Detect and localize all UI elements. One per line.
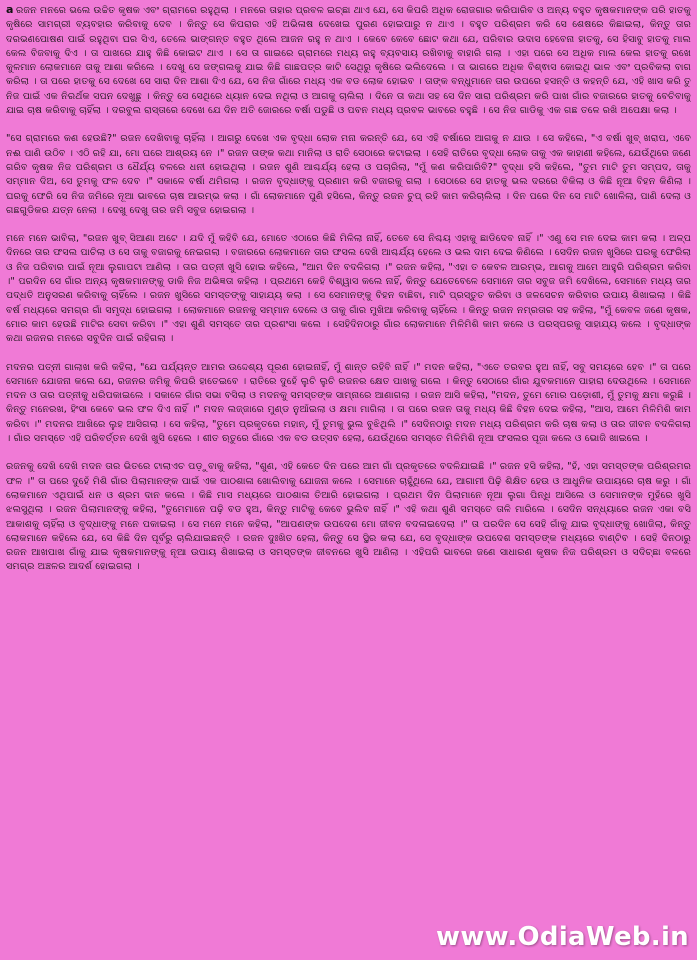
site-watermark: www.OdiaWeb.in: [436, 922, 689, 952]
story-paragraph: ରଜନ ମନରେ ଭଲେ ଉଚ୍ଚିତ କୃଷକ ଏବଂ ଗ୍ରାମରେ ରହୁଥିଲା । ମନରେ ତାହାର ପ୍ରବଳ ଇଚ୍ଛା ଥାଏ ଯେ, ସେ କିପରି ଅଧିକ ରୋଜଗାର କରିପାରିବ ଓ ଅନ୍ୟ ବହୁତ କୃଷକମାନଙ୍କ ପରି ହାତକୁ କୃଷିରେ ସାମଗ୍ରୀ ବ୍ୟବହାର କରିବାକୁ ଦେବ । କିନ୍ତୁ ସେ କିପରାର ଏହି ଅଭିଳାଷ ଦେଖେଇ ପୁରଣ ହୋଇପାରୁ ନ ଥାଏ । ବହୁତ ପରିଶ୍ରମ କରି ସେ ଶେଷରେ କିଛାଇଲା, କିନ୍ତୁ ତାର ଦରଭଣପୋଷଣ ପାଇଁ ରହୁଥିବା ଘର ସିଏ, ତେଲେ ଭାଙ୍ଗନ୍ତ ବହୁତ ଥିଲେ ଆଜନ ରହୁ ନ ଥାଏ । କେବେ କେବେ ଛୋଟ କଥା ଯେ, ପରିବାର ଉଦାସ ହେବେନା ହାତକୁ, ସେ ହିସାବୁ ହାତକୁ ମାଲ କେଲ ବିଜବାକୁ ଦିଏ । ତା ପାଖରେ ଯାହୁ କିଛି କୋଇଟ ଥାଏ । ସେ ତା ଗାଇରେ ଗ୍ରାମରେ ମଧ୍ୟ ରହୁ ବ୍ୟବସାୟ ରଖିବାକୁ ବାହାରି ଗଲା । ଏହା ପରେ ସେ ଅଧିକ ମାଲ କେଲ ହାତକୁ ରଖେ କୁଳମାନ ଲୋକମାନେ ତାକୁ ଆଶା କରିଲେ । ଦେଖୁ ସେ ଜଙ୍ଗଲକୁ ଯାଇ କିଛି ଗାଛପତ୍ର କାଟି ସେଥିରୁ କୃଷିରେ ଭଲିଦେଲେ । ତା ଭାଗରେ ଅଧିକ ବିଶ୍ଵାସ କୋଇଥି ଭାଳ ଏବଂ ପ୍ରବିକଲା ବାଗ କରିଲା । ତା ପରେ ହାତକୁ ସେ ଦେଖେ ସେ ସାରା ଦିନ ଆଶା ଦିଏ ଯେ, ସେ ନିଜ ଗାଁରେ ମଧ୍ୟ ଏକ ବଡ ଲୋକ ହୋଇବ । ତାଙ୍କ ବନ୍ଧୁମାନେ ତାର ଉପରେ ହସନ୍ତି ଓ କହନ୍ତି ଯେ, ଏହି ଖାସ କରି ତୁ ନିଜ ପାଇଁ ଏକ ନିରର୍ଥକ ସପନ ଦେଖୁଛୁ । କିନ୍ତୁ ସେ ସେଥିରେ ଧ୍ୟାନ ଦେଇ ନଥିଲା ଓ ଆଗକୁ ଚାଲିଲା । ଦିନେ ତା କଥା ସହ ସେ ଦିନ ସାରା ପରିଶ୍ରମ କରି ପାଖ ଗାଁର ବଜାରରେ ହାତକୁ ବେଚିବାକୁ ଯାଇ ଚାଷ କରିବାକୁ ଚାହିଁଲା । ଦରବୁଲ ରାସ୍ତାରେ ଦେଖେ ଯେ ଦିନ ଅତି ଜୋରରେ ବର୍ଷା ପଡୁଛି ଓ ପବନ ମଧ୍ୟ ପ୍ରବଳ ଭାବରେ ବହୁଛି । ସେ ନିଜ ଗାଡିକୁ ଏକ ଗଛ ତଳେ ରଖି ଅପେକ୍ଷା କଲା ।: [6, 5, 691, 117]
page-marker: a: [6, 4, 14, 16]
story-body: [6, 4, 691, 575]
story-paragraph: ମନେ ମନେ ଭାବିଲା, "ରଜନ ଖୁବ୍ ସିଆଣା ଅଟେ । ଯଦି ମୁଁ କହିବି ଯେ, ମୋତେ ଏଠାରେ କିଛି ମିଳିଲା ନାହିଁ, ତେବେ ସେ ନିଶ୍ଚୟ ଏହାକୁ ଛାଡିଦେବ ନାହିଁ ।" ଏଣୁ ସେ ମନ ଦେଇ କାମ କଲା । ଅଳ୍ପ ଦିନରେ ତାର ଫସଲ ପାଚିଲା ଓ ସେ ତାକୁ ବଜାରକୁ ନେଇଗଲା । ବଜାରରେ ଲୋକମାନେ ତାର ଫସଲ ଦେଖି ଆଶ୍ଚର୍ଯ୍ୟ ହେଲେ ଓ ଭଲ ଦାମ ଦେଇ କିଣିଲେ । ସେଦିନ ରଜନ ଖୁସିରେ ଘରକୁ ଫେରିଲା ଓ ନିଜ ପରିବାର ପାଇଁ ନୂଆ ଲୁଗାପଟା ଆଣିଲା । ତାର ପତ୍ନୀ ଖୁସି ହୋଇ କହିଲେ, "ଆମ ଦିନ ବଦଳିଗଲା ।" ରଜନ କହିଲା, "ଏହା ତ କେବଳ ଆରମ୍ଭ, ଆଗକୁ ଆମେ ଆହୁରି ପରିଶ୍ରମ କରିବା ।" ପରଦିନ ସେ ଗାଁର ଅନ୍ୟ କୃଷକମାନଙ୍କୁ ଡାକି ନିଜ ଅଭିଜ୍ଞତା କହିଲା । ପ୍ରଥମେ କେହି ବିଶ୍ୱାସ କଲେ ନାହିଁ, କିନ୍ତୁ ଯେତେବେଳେ ସେମାନେ ତାର ସବୁଜ ଜମି ଦେଖିଲେ, ସେମାନେ ମଧ୍ୟ ତାର ପଦ୍ଧତି ଅନୁସରଣ କରିବାକୁ ଚାହିଁଲେ । ରଜନ ଖୁସିରେ ସମସ୍ତଙ୍କୁ ସାହାଯ୍ୟ କଲା । ସେ ସେମାନଙ୍କୁ ବିହନ ବାଛିବା, ମାଟି ପ୍ରସ୍ତୁତ କରିବା ଓ ଜଳସେଚନ କରିବାର ଉପାୟ ଶିଖାଇଲା । କିଛି ବର୍ଷ ମଧ୍ୟରେ ସମଗ୍ର ଗାଁ ସମୃଦ୍ଧ ହୋଇଗଲା । ଲୋକମାନେ ରଜନକୁ ସମ୍ମାନ ଦେଲେ ଓ ତାକୁ ଗାଁର ମୁଖିଆ କରିବାକୁ ଚାହିଁଲେ । କିନ୍ତୁ ରଜନ ନମ୍ରତାର ସହ କହିଲା, "ମୁଁ କେବଳ ଜଣେ କୃଷକ, ମୋର କାମ ହେଉଛି ମାଟିର ସେବା କରିବା ।" ଏହା ଶୁଣି ସମସ୍ତେ ତାର ପ୍ରଶଂସା କଲେ । ସେହିଦିନଠାରୁ ଗାଁର ଲୋକମାନେ ମିଳିମିଶି କାମ କଲେ ଓ ପରସ୍ପରକୁ ସାହାଯ୍ୟ କଲେ । ବୃଦ୍ଧାଙ୍କ କଥା ରଜନର ମନରେ ସବୁଦିନ ପାଇଁ ରହିଗଲା ।: [6, 233, 691, 345]
story-paragraph: ମଦନର ପତ୍ନୀ ଗାଲାଖ କରି କହିଲା, "ଯେ ପର୍ଯ୍ୟନ୍ତ ଆମର ଉଦ୍ଦେଶ୍ୟ ପୂରଣ ହୋଇନାହିଁ, ମୁଁ ଶାନ୍ତ ରହିବି ନାହିଁ ।" ମଦନ କହିଲା, "ଏତେ ତରବର ହୁଅ ନାହିଁ, ସବୁ ସମୟରେ ହେବ ।" ତା ପରେ ସେମାନେ ଯୋଜନା କଲେ ଯେ, ରଜନର ଜମିକୁ କିପରି ହାତେଇବେ । ରାତିରେ ଦୁହେଁ ଲୁଚି ଲୁଚି ରଜନର କ୍ଷେତ ପାଖକୁ ଗଲେ । କିନ୍ତୁ ସେଠାରେ ଗାଁର ଯୁବକମାନେ ପାହାରା ଦେଉଥିଲେ । ସେମାନେ ମଦନ ଓ ତାର ପତ୍ନୀକୁ ଧରିପକାଇଲେ । ସକାଳେ ଗାଁର ସଭା ବସିଲା ଓ ମଦନକୁ ସମସ୍ତଙ୍କ ସାମ୍ନାରେ ଆଣାଗଲା । ରଜନ ଆସି କହିଲା, "ମଦନ, ତୁମେ ମୋର ପଡ଼ୋଶୀ, ମୁଁ ତୁମକୁ କ୍ଷମା କରୁଛି । କିନ୍ତୁ ମନେରଖ, ହିଂସା କେବେ ଭଲ ଫଳ ଦିଏ ନାହିଁ ।" ମଦନ ଲଜ୍ଜାରେ ମୁଣ୍ଡ ନୁଆଁଇଲା ଓ କ୍ଷମା ମାଗିଲା । ତା ପରେ ରଜନ ତାକୁ ମଧ୍ୟ କିଛି ବିହନ ଦେଇ କହିଲା, "ଆସ, ଆମେ ମିଳିମିଶି କାମ କରିବା ।" ମଦନର ଆଖିରେ ଲୁହ ଆସିଗଲା । ସେ କହିଲା, "ତୁମେ ପ୍ରକୃତରେ ମହାନ୍, ମୁଁ ତୁମକୁ ଭୁଲ ବୁଝିଥିଲି ।" ସେଦିନଠାରୁ ମଦନ ମଧ୍ୟ ପରିଶ୍ରମ କରି ଚାଷ କଲା ଓ ତାର ଜୀବନ ବଦଳିଗଲା । ଗାଁର ସମସ୍ତେ ଏହି ପରିବର୍ତ୍ତନ ଦେଖି ଖୁସି ହେଲେ । ଶୀତ ଋତୁରେ ଗାଁରେ ଏକ ବଡ ଉତ୍ସବ ହେଲା, ଯେଉଁଥିରେ ସମସ୍ତେ ମିଳିମିଶି ନୂଆ ଫସଲର ପୂଜା କଲେ ଓ ଭୋଜି ଖାଇଲେ ।: [6, 361, 691, 445]
story-paragraph: "ସେ ଗ୍ରାମରେ କଣ ହେଉଛି?" ରଜନ ଦେଖିବାକୁ ଚାହିଁଲା । ଆଗରୁ ଦେଖେ ଏକ ବୃଦ୍ଧା ଲୋକ ମନା କରନ୍ତି ଯେ, ସେ ଏହି ବର୍ଷାରେ ଆଗକୁ ନ ଯାଉ । ସେ କହିଲେ, "ଏ ବର୍ଷା ଖୁବ୍ ଖରାପ, ଏବେ ନଈ ପାଣି ଉଠିବ । ଏଠି ରହି ଯା, ମୋ ଘରେ ଆଶ୍ରୟ ନେ ।" ରଜନ ତାଙ୍କ କଥା ମାନିଲା ଓ ରାତି ସେଠାରେ କଟାଇଲା । ସେହି ରାତିରେ ବୃଦ୍ଧା ଲୋକ ତାକୁ ଏକ କାହାଣୀ କହିଲେ, ଯେଉଁଥିରେ ଜଣେ ଗରିବ କୃଷକ ନିଜ ପରିଶ୍ରମ ଓ ଧୈର୍ଯ୍ୟ ବଳରେ ଧନୀ ହୋଇଥିଲା । ରଜନ ଶୁଣି ଆଶ୍ଚର୍ଯ୍ୟ ହେଲା ଓ ପଚାରିଲା, "ମୁଁ କଣ କରିପାରିବି?" ବୃଦ୍ଧା ହସି କହିଲେ, "ତୁମ ମାଟି ତୁମ ସମ୍ପଦ, ତାକୁ ସମ୍ମାନ ଦିଅ, ସେ ତୁମକୁ ଫଳ ଦେବ ।" ସକାଳେ ବର୍ଷା ଥମିଗଲା । ରଜନ ବୃଦ୍ଧାଙ୍କୁ ପ୍ରଣାମ କରି ବଜାରକୁ ଗଲା । ସେଠାରେ ସେ ହାତକୁ ଭଲ ଦରରେ ବିକିଲା ଓ କିଛି ନୂଆ ବିହନ କିଣିଲା । ଘରକୁ ଫେରି ସେ ନିଜ ଜମିରେ ନୂଆ ଭାବରେ ଚାଷ ଆରମ୍ଭ କଲା । ଗାଁ ଲୋକମାନେ ପୁଣି ହସିଲେ, କିନ୍ତୁ ରଜନ ଚୁପ୍ ରହି କାମ କରିଚାଲିଲା । ଦିନ ପରେ ଦିନ ସେ ମାଟି ଖୋଳିଲା, ପାଣି ଦେଲା ଓ ଗଛଗୁଡିକର ଯତ୍ନ ନେଲା । ଦେଖୁ ଦେଖୁ ତାର ଜମି ସବୁଜ ହୋଇଗଲା ।: [6, 133, 691, 216]
story-paragraph: ରଜନକୁ ଦେଖି ଦେଖି ମଦନ ତାର ଭିତରେ ଟାଲାଏଚ ପଡ଼ୁବାକୁ କହିଲା, "ଶୁଣ, ଏହି କେତେ ଦିନ ପରେ ଆମ ଗାଁ ପ୍ରକୃତରେ ବଦଳିଯାଇଛି ।" ରଜନ ହସି କହିଲା, "ହଁ, ଏହା ସମସ୍ତଙ୍କ ପରିଶ୍ରମର ଫଳ ।" ତା ପରେ ଦୁହେଁ ମିଶି ଗାଁର ପିଲାମାନଙ୍କ ପାଇଁ ଏକ ପାଠଶାଳା ଖୋଲିବାକୁ ଯୋଜନା କଲେ । ସେମାନେ ଚାହୁଁଥିଲେ ଯେ, ଆଗାମୀ ପିଢ଼ି ଶିକ୍ଷିତ ହେଉ ଓ ଆଧୁନିକ ଉପାୟରେ ଚାଷ କରୁ । ଗାଁ ଲୋକମାନେ ଏଥିପାଇଁ ଧନ ଓ ଶ୍ରମ ଦାନ କଲେ । କିଛି ମାସ ମଧ୍ୟରେ ପାଠଶାଳା ତିଆରି ହୋଇଗଲା । ପ୍ରଥମ ଦିନ ପିଲାମାନେ ନୂଆ ଲୁଗା ପିନ୍ଧି ଆସିଲେ ଓ ସେମାନଙ୍କ ମୁହଁରେ ଖୁସି ଝଲସୁଥିଲା । ରଜନ ପିଲାମାନଙ୍କୁ କହିଲା, "ତୁମେମାନେ ପଢ଼ି ବଡ ହୁଅ, କିନ୍ତୁ ମାଟିକୁ କେବେ ଭୁଲିବ ନାହିଁ ।" ଏହି କଥା ଶୁଣି ସମସ୍ତେ ତାଳି ମାରିଲେ । ସେଦିନ ସନ୍ଧ୍ୟାରେ ରଜନ ଏକା ବସି ଆକାଶକୁ ଚାହିଁଲା ଓ ବୃଦ୍ଧାଙ୍କୁ ମନେ ପକାଇଲା । ସେ ମନେ ମନେ କହିଲା, "ଆପଣଙ୍କ ଉପଦେଶ ମୋ ଜୀବନ ବଦଳାଇଦେଲା ।" ତା ପରଦିନ ସେ ସେହି ଗାଁକୁ ଯାଇ ବୃଦ୍ଧାଙ୍କୁ ଖୋଜିଲା, କିନ୍ତୁ ଲୋକମାନେ କହିଲେ ଯେ, ସେ କିଛି ଦିନ ପୂର୍ବରୁ ଚାଲିଯାଇଛନ୍ତି । ରଜନ ଦୁଃଖିତ ହେଲା, କିନ୍ତୁ ସେ ସ୍ଥିର କଲା ଯେ, ସେ ବୃଦ୍ଧାଙ୍କ ଉପଦେଶ ସମସ୍ତଙ୍କ ମଧ୍ୟରେ ବାଣ୍ଟିବ । ସେହି ଦିନଠାରୁ ରଜନ ଆଖପାଖ ଗାଁକୁ ଯାଇ କୃଷକମାନଙ୍କୁ ନୂଆ ଉପାୟ ଶିଖାଇଲା ଓ ସମସ୍ତଙ୍କ ଜୀବନରେ ଖୁସି ଆଣିଲା । ଏହିପରି ଭାବରେ ଜଣେ ସାଧାରଣ କୃଷକ ନିଜ ପରିଶ୍ରମ ଓ ସଦିଚ୍ଛା ବଳରେ ସମଗ୍ର ଅଞ୍ଚଳର ଆଦର୍ଶ ହୋଇଗଲା ।: [6, 461, 691, 573]
story-page: [6, 4, 691, 916]
